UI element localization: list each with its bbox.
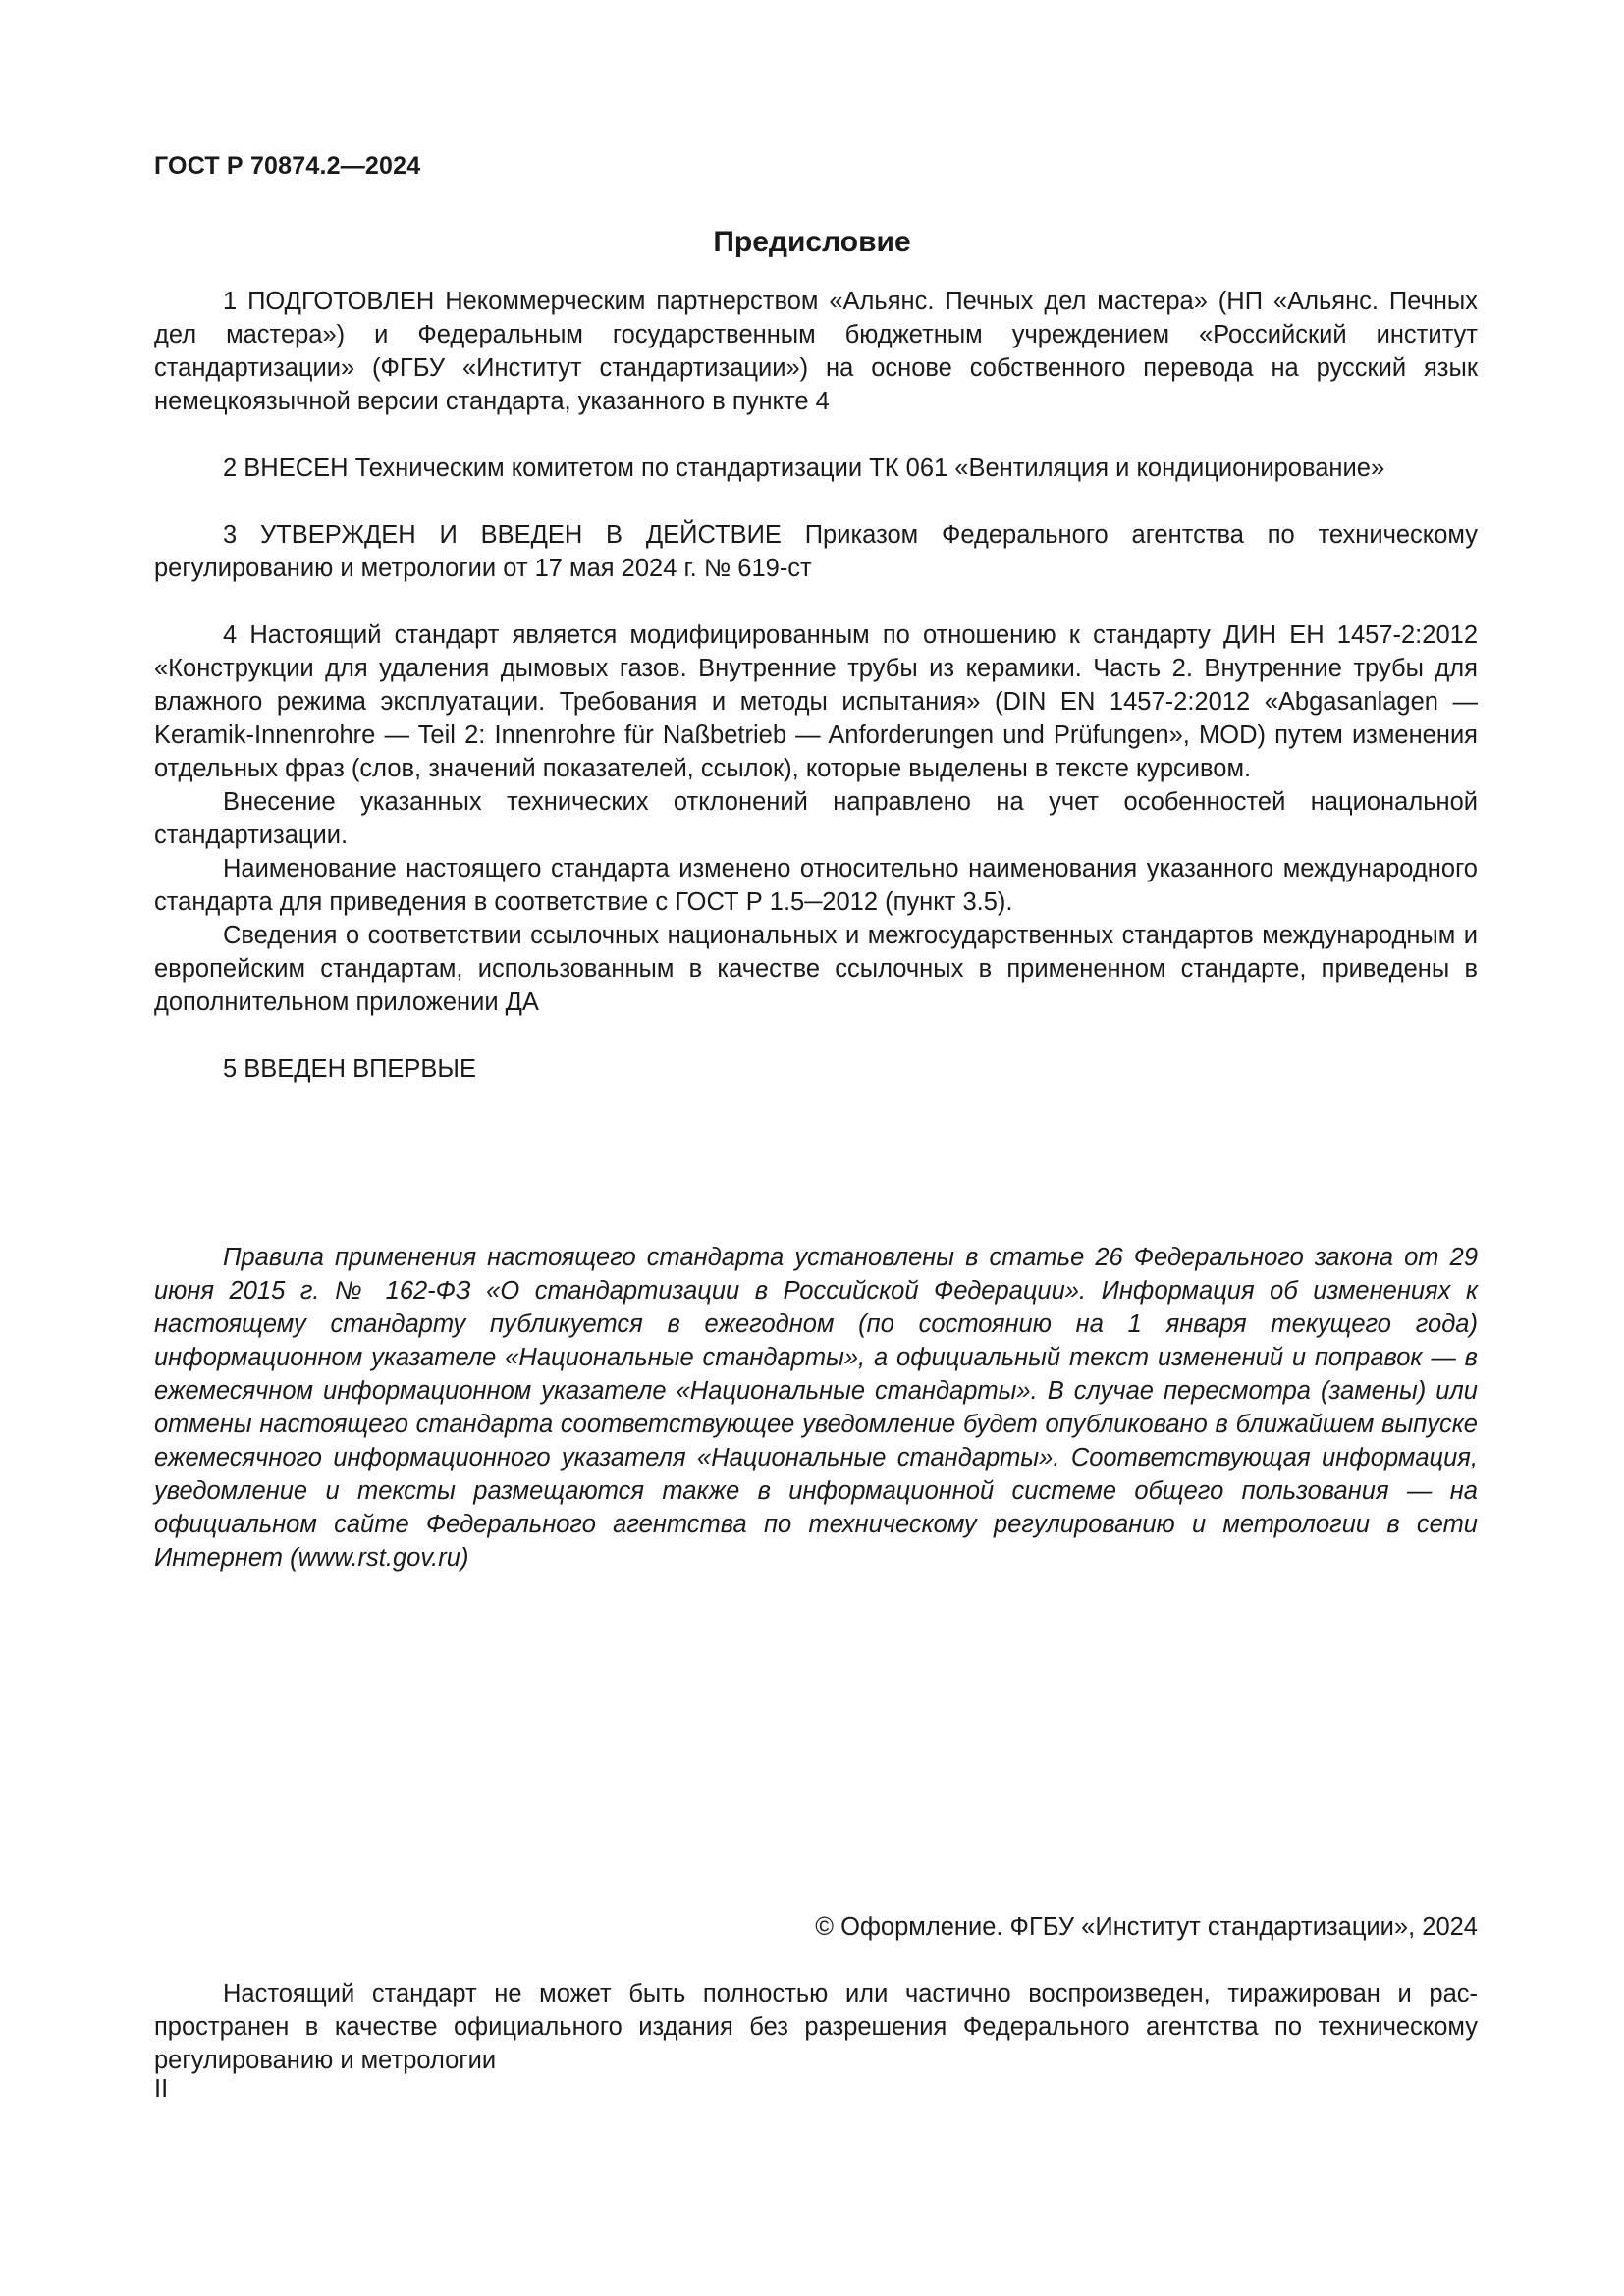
application-rules-notice: Правила применения настоящего стандарта установлены в статье 26 Федерального закона от 29 июня 2015 г. № 162-ФЗ «О стандартизации в Российской Федерации». Информация об изменениях к настоящему стандарту публикуется в ежегодном (по состоянию на 1 января текущего года) информационном указателе «Национальные стандарты», а официальный текст изменений и поправок — в ежемесячном информационном указателе «Национальные стандарты». В случае пересмотра (замены) или отмены настоящего стандарта соответствующее уведомление будет опубликовано в ближайшем выпуске ежемесячного информационного указателя «Национальные стандарты». Соответствующая информация, уведомление и тексты размещаются также в информационной системе общего пользования — на официальном сайте Федерального агентства по техническому регулированию и метрологии в сети Интернет (www.rst.gov.ru)	[154, 1244, 1478, 1572]
reproduction-restriction: Настоящий стандарт не может быть полностью или частично воспроизведен, тиражирован и распространен в качестве официального издания без разрешения Федерального агентства по техническому регулированию и метрологии	[154, 1980, 1478, 2074]
item-4-title-change: Наименование настоящего стандарта изменено относительно наименования указанного международного стандарта для приведения в соответствие с ГОСТ Р 1.5─2012 (пункт 3.5).	[154, 855, 1478, 916]
page-title: Предисловие	[713, 226, 911, 258]
item-4-deviations: Внесение указанных технических отклонений направлено на учет особенностей национальной стандартизации.	[154, 788, 1478, 849]
item-2-submitted: 2 ВНЕСЕН Техническим комитетом по стандартизации ТК 061 «Вентиляция и кондиционирование»	[223, 454, 1385, 482]
foreword-body	[154, 285, 1478, 1086]
copyright-line: © Оформление. ФГБУ «Институт стандартизации», 2024	[815, 1913, 1478, 1941]
page-number: II	[154, 2075, 169, 2103]
item-4-references: Сведения о соответствии ссылочных национальных и межгосударственных стандартов международным и европейским стандартам, использованным в качестве ссылочных в примененном стандарте, приведены в дополнительном приложении ДА	[154, 922, 1478, 1016]
item-4-modified: 4 Настоящий стандарт является модифицированным по отношению к стандарту ДИН ЕН 1457-2:2012 «Конструкции для удаления дымовых газов. Внутренние трубы из керамики. Часть 2. Внутренние трубы для влажного режима эксплуатации. Требования и методы испытания» (DIN EN 1457-2:2012 «Abgasanlagen — Keramik-Innenrohre — Teil 2: Innenrohre für Naßbetrieb — Anforderungen und Prüfungen», MOD) путем изменения отдельных фраз (слов, значений показателей, ссылок), которые выделены в тексте курсивом.	[154, 621, 1478, 782]
item-3-approved: 3 УТВЕРЖДЕН И ВВЕДЕН В ДЕЙСТВИЕ Приказом Федерального агентства по техническому регулированию и метрологии от 17 мая 2024 г. № 619-ст	[154, 521, 1478, 582]
document-code: ГОСТ Р 70874.2—2024	[154, 152, 421, 180]
item-5-introduced: 5 ВВЕДЕН ВПЕРВЫЕ	[223, 1055, 477, 1083]
item-1-prepared: 1 ПОДГОТОВЛЕН Некоммерческим партнерством «Альянс. Печных дел мастера» (НП «Альянс. Печных дел мастера») и Федеральным государственным бюджетным учреждением «Российский институт стандартизации» (ФГБУ «Институт стандартизации») на основе собственного перевода на русский язык немецкоязычной версии стандарта, указанного в пункте 4	[154, 288, 1478, 415]
